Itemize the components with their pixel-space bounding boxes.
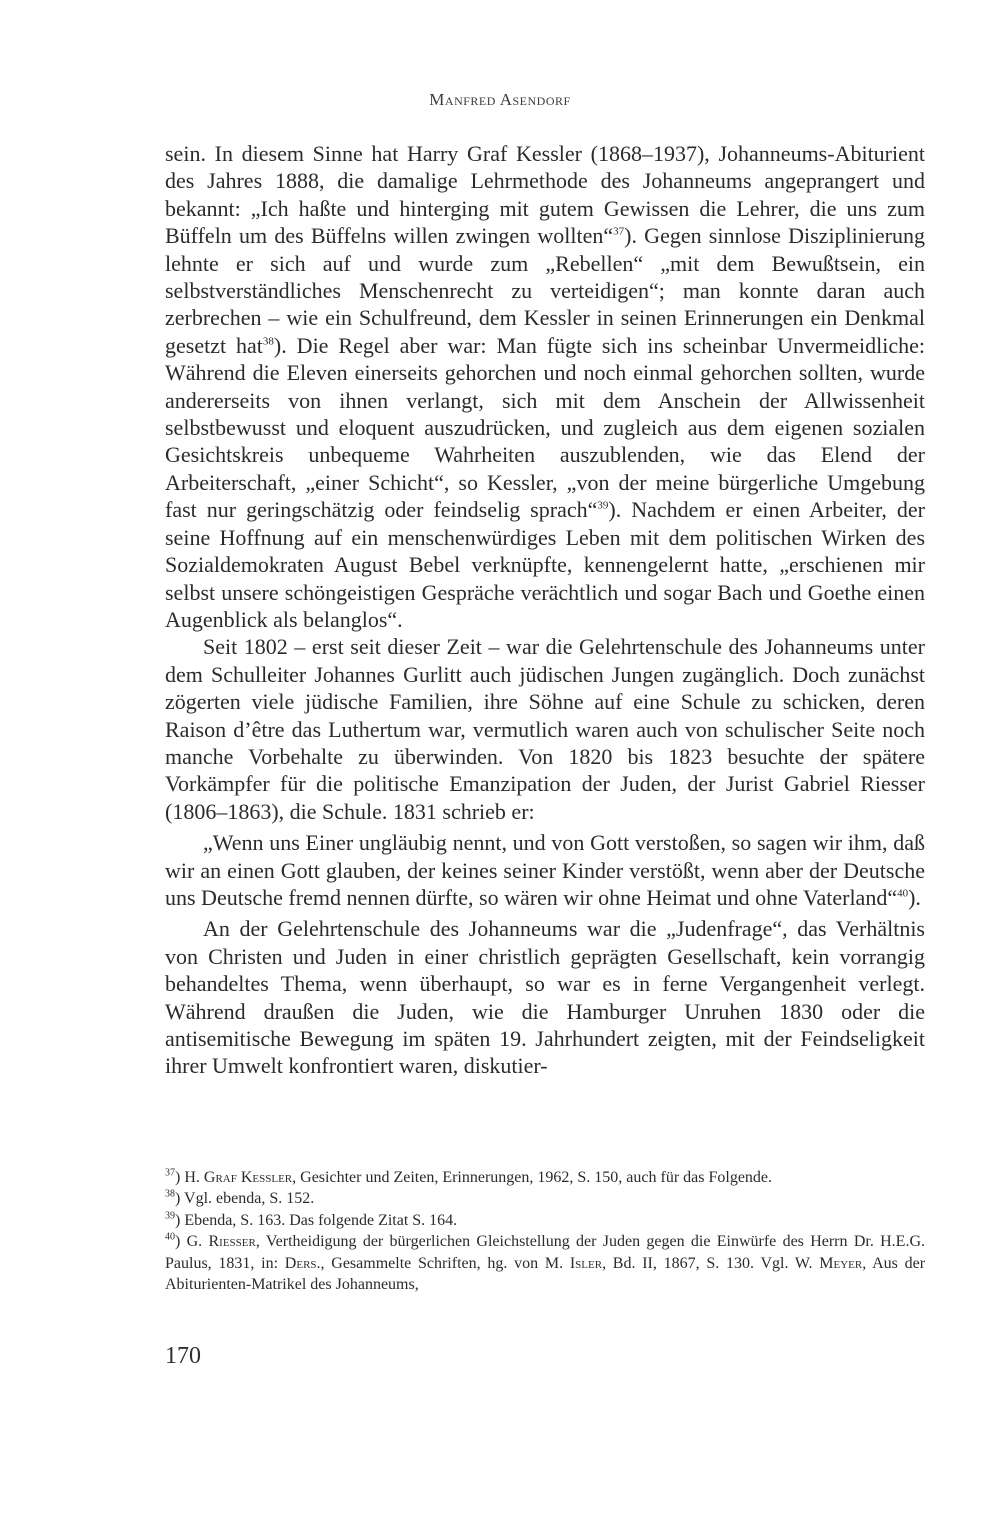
- author-name: Graf Kessler: [203, 1169, 293, 1186]
- page-number: 170: [165, 1343, 201, 1369]
- footnote-ref-38[interactable]: 38: [262, 335, 274, 348]
- running-head: Manfred Asendorf: [429, 90, 571, 109]
- footnote-39: $^{39}$) Ebenda, S. 163. Das folgende Zitat S. 164.: [165, 1210, 458, 1229]
- main-text: [165, 140, 925, 1080]
- paragraph-judenfrage: An der Gelehrtenschule des Johanneums war die „Judenfrage“, das Verhältnis von Christen und Juden in einer christlich geprägten Gesellschaft, kein vorrangig behandeltes Thema, wenn überhaupt, so war es in ferne Vergangenheit verlegt. Während draußen die Juden, wie die Hamburger Unruhen 1830 oder die antisemitische Bewegung im späten 19. Jahrhundert zeigten, mit der Feindseligkeit ihrer Umwelt konfrontiert waren, diskutier-: [165, 916, 925, 1079]
- author-name: Ders: [284, 1254, 317, 1272]
- footnote-37: $^{37}$) H. Graf Kessler, Gesichter und Zeiten, Erinnerungen, 1962, S. 150, auch für das Folgende.: [165, 1167, 773, 1186]
- footnote-ref-37[interactable]: 37: [613, 225, 625, 238]
- footnote-ref-40[interactable]: 40: [897, 887, 909, 900]
- footnote-ref-39[interactable]: 39: [597, 499, 609, 512]
- riesser-quote: „Wenn uns Einer ungläubig nennt, und von Gott verstoßen, so sagen wir ihm, daß wir an einen Gott glauben, der keines seiner Kinder verstößt, wenn aber der Deutsche uns Deutsche fremd nennen dürfte, so wären wir ohne Heimat und ohne Vaterland“$^{40}$).: [165, 830, 925, 910]
- paragraph-riesser: Seit 1802 – erst seit dieser Zeit – war die Gelehrtenschule des Johanneums unter dem Schulleiter Johannes Gurlitt auch jüdischen Jungen zugänglich. Doch zunächst zögerten viele jüdische Familien, ihre Söhne auf eine Schule zu schicken, deren Raison d’être das Luthertum war, vermutlich waren auch von schulischer Seite noch manche Vorbehalte zu überwinden. Von 1820 bis 1823 besuchte der spätere Vorkämpfer für die politische Emanzipation der Juden, der Jurist Gabriel Riesser (1806–1863), die Schule. 1831 schrieb er:: [165, 634, 925, 824]
- author-name: Isler: [569, 1254, 603, 1272]
- paragraph-kessler: sein. In diesem Sinne hat Harry Graf Kessler (1868–1937), Johanneums-Abiturient des Jahres 1888, die damalige Lehrmethode des Johanneums angeprangert und bekannt: „Ich haßte und hinterging mit gutem Gewissen die Lehrer, die uns zum Büffeln um des Büffelns willen zwingen wollten“$^{37}$). Gegen sinnlose Disziplinierung lehnte er sich auf und wurde zum „Rebellen“ „mit dem Bewußtsein, ein selbstverständliches Menschenrecht zu verteidigen“; man konnte daran auch zerbrechen – wie ein Schulfreund, dem Kessler in seinen Erinnerungen ein Denkmal gesetzt hat$^{38}$). Die Regel aber war: Man fügte sich ins scheinbar Unvermeidliche: Während die Eleven einerseits gehorchen und noch einmal gehorchen sollten, wurde andererseits von ihnen verlangt, sich mit dem Anschein der Allwissenheit selbstbewusst und eloquent auszudrücken, und zugleich aus dem eigenen sozialen Gesichtskreis unbequeme Wahrheiten auszublenden, wie das Elend der Arbeiterschaft, „einer Schicht“, so Kessler, „von der meine bürgerliche Umgebung fast nur geringschätzig oder feindselig sprach“$^{39}$). Nachdem er einen Arbeiter, der seine Hoffnung auf ein menschenwürdiges Leben mit dem politischen Wirken des Sozialdemokraten August Bebel verknüpfte, kennengelernt hatte, „erschienen mir selbst unsere schöngeistigen Gespräche verächtlich und sogar Bach und Goethe einen Augenblick als belanglos“.: [165, 141, 925, 632]
- footnote-38: $^{38}$) Vgl. ebenda, S. 152.: [165, 1189, 315, 1208]
- author-name: Riesser: [208, 1233, 256, 1251]
- footnote-40: $^{40}$) G. Riesser, Vertheidigung der bürgerlichen Gleichstellung der Juden gegen die Einwürfe des Herrn Dr. H.E.G. Paulus, 1831, in: Ders., Gesammelte Schriften, hg. von M. Isler, Bd. II, 1867, S. 130. Vgl. W. Meyer, Aus der Abiturienten-Matrikel des Johanneums,: [165, 1231, 926, 1294]
- author-name: Meyer: [819, 1254, 863, 1272]
- footnotes: [165, 1167, 925, 1295]
